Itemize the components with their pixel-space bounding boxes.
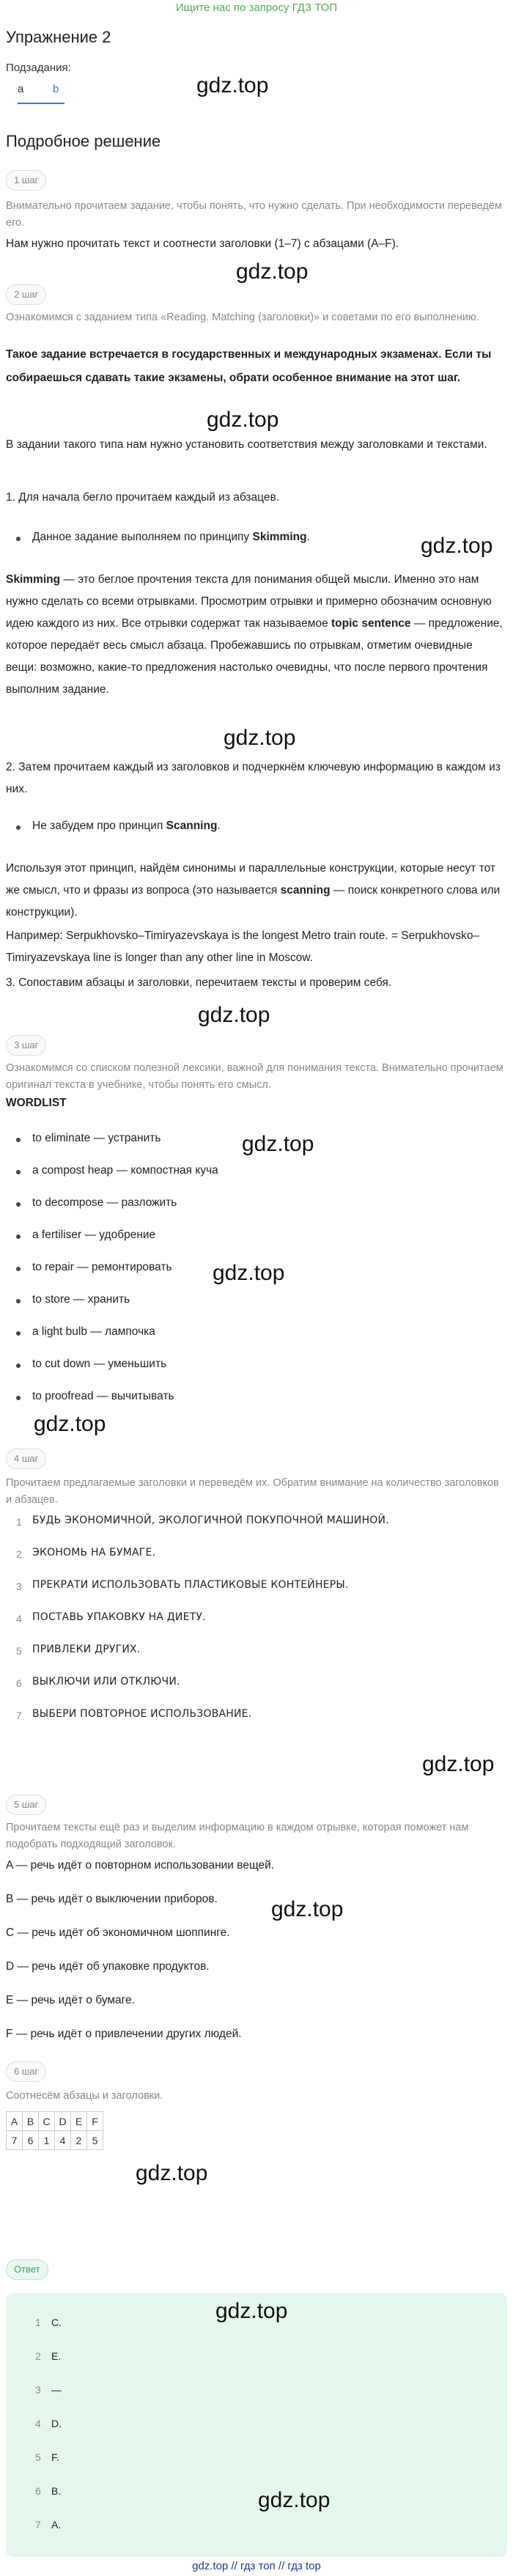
answer-value: D.	[51, 2418, 62, 2429]
step-badge-6: 6 шаг	[6, 2061, 46, 2082]
answer-value: —	[51, 2384, 62, 2396]
table-cell: 5	[87, 2131, 103, 2150]
table-head-cell: B	[23, 2112, 39, 2131]
scanning-explanation: Используя этот принцип, найдём синонимы и параллельные конструкции, которые несут тот же смысл, что и фразы из вопроса (это называется scanning — поиск конкретного слова или конструкции).	[6, 862, 501, 919]
bullet-dot	[16, 1364, 21, 1368]
table-head-cell: F	[87, 2112, 103, 2131]
step2-example: Например: Serpukhovsko–Timiryazevskaya is the longest Metro train route. = Serpukhovsko–Timiryazevskaya line is longer than any other line in Moscow.	[6, 930, 480, 964]
answer-value: C.	[51, 2316, 62, 2328]
step-badge-1: 1 шаг	[6, 170, 46, 191]
answer-table-wrapper	[6, 2111, 103, 2150]
answer-value: E.	[51, 2350, 62, 2362]
watermark: gdz.top	[421, 534, 493, 558]
watermark: gdz.top	[422, 1752, 495, 1776]
table-head-cell: C	[39, 2112, 55, 2131]
subtab-active-indicator	[18, 103, 64, 104]
bullet-dot	[16, 1202, 21, 1207]
watermark: gdz.top	[271, 1897, 344, 1921]
answer-box	[6, 2293, 507, 2557]
watermark: gdz.top	[207, 408, 279, 432]
step-badge-4: 4 шаг	[6, 1449, 46, 1469]
step2-p2: 1. Для начала бегло прочитаем каждый из абзацев.	[6, 491, 279, 504]
step2-p3: 2. Затем прочитаем каждый из заголовков и подчеркнём ключевую информацию в каждом из них.	[6, 761, 501, 795]
table-cell: 6	[23, 2131, 39, 2150]
step3-hint: Ознакомимся со списком полезной лексики, важной для понимания текста. Внимательно прочитаем оригинал текста в учебнике, чтобы понять его смысл.	[6, 1062, 503, 1091]
word-item: a light bulb — лампочка	[32, 1325, 155, 1338]
bullet-dot	[16, 1234, 21, 1239]
heading-text: ПРЕКРАТИ ИСПОЛЬЗОВАТЬ ПЛАСТИКОВЫЕ КОНТЕЙНЕРЫ.	[32, 1579, 349, 1591]
wordlist-title: WORDLIST	[6, 1097, 67, 1109]
paragraph-note: D — речь идёт об упаковке продуктов.	[6, 1960, 210, 1973]
paragraph-note: B — речь идёт о выключении приборов.	[6, 1893, 218, 1905]
table-cell: 7	[7, 2131, 23, 2150]
watermark: gdz.top	[213, 1261, 285, 1285]
answer-number: 2	[35, 2350, 41, 2362]
heading-number: 4	[16, 1613, 22, 1624]
answer-number: 7	[35, 2519, 41, 2531]
subtab-a[interactable]: a	[18, 83, 24, 95]
paragraph-note: E — речь идёт о бумаге.	[6, 1994, 135, 2006]
subtasks-label: Подзадания:	[6, 62, 71, 74]
step1-text: Нам нужно прочитать текст и соотнести заголовки (1–7) с абзацами (A–F).	[6, 238, 399, 250]
table-cell: 4	[55, 2131, 71, 2150]
word-item: to proofread — вычитывать	[32, 1390, 174, 1402]
answer-badge: Ответ	[6, 2259, 48, 2280]
watermark: gdz.top	[198, 1003, 270, 1027]
bullet-dot	[16, 1170, 21, 1174]
step1-hint: Внимательно прочитаем задание, чтобы понять, что нужно сделать. При необходимости переведём его.	[6, 200, 502, 229]
heading-text: БУДЬ ЭКОНОМИЧНОЙ, ЭКОЛОГИЧНОЙ ПОКУПОЧНОЙ МАШИНОЙ.	[32, 1515, 389, 1526]
word-item: to cut down — уменьшить	[32, 1358, 167, 1370]
step6-hint: Соотнесём абзацы и заголовки.	[6, 2090, 163, 2102]
step-badge-3: 3 шаг	[6, 1035, 46, 1056]
table-cell: 2	[71, 2131, 87, 2150]
watermark: gdz.top	[236, 260, 309, 284]
table-head-cell: E	[71, 2112, 87, 2131]
skimming-explanation: Skimming — это беглое прочтения текста для понимания общей мысли. Именно это нам нужно сделать со всеми отрывками. Просмотрим отрывки и примерно обозначим основную идею каждого из них. Все отрывки содержат так называемое topic sentence — предложение, которое передаёт весь смысл абзаца. Пробежавшись по отрывкам, отметим очевидные вещи: возможно, какие-то предложения настолько очевидны, что после первого прочтения выполним задание.	[6, 573, 503, 696]
answer-number: 3	[35, 2384, 41, 2396]
step2-p4: 3. Сопоставим абзацы и заголовки, перечитаем тексты и проверим себя.	[6, 976, 392, 989]
answer-value: F.	[51, 2451, 59, 2463]
step4-hint: Прочитаем предлагаемые заголовки и переведём их. Обратим внимание на количество заголовков и абзацев.	[6, 1477, 499, 1506]
heading-number: 6	[16, 1677, 22, 1689]
word-item: to store — хранить	[32, 1293, 130, 1306]
heading-number: 5	[16, 1645, 22, 1657]
heading-text: ЭКОНОМЬ НА БУМАГЕ.	[32, 1547, 156, 1559]
heading-number: 2	[16, 1548, 22, 1560]
word-item: to repair — ремонтировать	[32, 1261, 172, 1273]
footer-links[interactable]: gdz.top // гдз топ // гдз top	[192, 2560, 321, 2572]
answer-number: 1	[35, 2316, 41, 2328]
watermark: gdz.top	[215, 2299, 288, 2323]
watermark: gdz.top	[136, 2161, 208, 2185]
heading-text: ВЫБЕРИ ПОВТОРНОЕ ИСПОЛЬЗОВАНИЕ.	[32, 1708, 252, 1720]
bullet-dot	[16, 1331, 21, 1336]
watermark: gdz.top	[34, 1412, 106, 1436]
heading-text: ПРИВЛЕКИ ДРУГИХ.	[32, 1644, 141, 1655]
step2-important: Такое задание встречается в государственных и международных экзаменах. Если ты собираешься сдавать такие экзамены, обрати особенное внимание на этот шаг.	[6, 348, 492, 384]
bullet-dot	[16, 1299, 21, 1303]
paragraph-note: C — речь идёт об экономичном шоппинге.	[6, 1927, 230, 1939]
word-item: a compost heap — компостная куча	[32, 1164, 218, 1177]
watermark: gdz.top	[242, 1132, 314, 1156]
step2-hint: Ознакомимся с заданием типа «Reading. Matching (заголовки)» и советами по его выполнению.	[6, 312, 479, 323]
answer-value: A.	[51, 2519, 62, 2531]
skimming-bullet: Данное задание выполняем по принципу Skimming.	[32, 531, 310, 543]
bullet-dot	[16, 1396, 21, 1400]
step-badge-2: 2 шаг	[6, 284, 46, 305]
step-badge-5: 5 шаг	[6, 1795, 46, 1815]
answer-table	[6, 2111, 103, 2150]
answer-number: 4	[35, 2418, 41, 2429]
word-item: to eliminate — устранить	[32, 1132, 161, 1144]
watermark: gdz.top	[224, 726, 296, 750]
paragraph-note: A — речь идёт о повторном использовании вещей.	[6, 1859, 275, 1872]
watermark: gdz.top	[258, 2488, 331, 2512]
step5-hint: Прочитаем тексты ещё раз и выделим информацию в каждом отрывке, которая поможет нам подобрать подходящий заголовок.	[6, 1822, 469, 1850]
table-head-cell: A	[7, 2112, 23, 2131]
top-banner[interactable]: Ищите нас по запросу ГДЗ ТОП	[175, 1, 338, 14]
word-item: a fertiliser — удобрение	[32, 1229, 156, 1241]
bullet-dot	[16, 825, 21, 830]
answer-value: B.	[51, 2485, 62, 2497]
answer-number: 5	[35, 2451, 41, 2463]
paragraph-note: F — речь идёт о привлечении других людей.	[6, 2028, 242, 2040]
watermark: gdz.top	[196, 73, 269, 97]
solution-title: Подробное решение	[6, 132, 161, 150]
heading-number: 7	[16, 1710, 22, 1721]
answer-number: 6	[35, 2485, 41, 2497]
word-item: to decompose — разложить	[32, 1196, 177, 1209]
table-head-cell: D	[55, 2112, 71, 2131]
heading-text: ПОСТАВЬ УПАКОВКУ НА ДИЕТУ.	[32, 1611, 206, 1623]
heading-number: 1	[16, 1516, 22, 1528]
subtab-b[interactable]: b	[53, 83, 59, 95]
heading-text: ВЫКЛЮЧИ ИЛИ ОТКЛЮЧИ.	[32, 1676, 180, 1688]
bullet-dot	[16, 1267, 21, 1271]
bullet-dot	[16, 537, 21, 541]
bullet-dot	[16, 1138, 21, 1142]
scanning-bullet: Не забудем про принцип Scanning.	[32, 820, 221, 832]
table-cell: 1	[39, 2131, 55, 2150]
heading-number: 3	[16, 1580, 22, 1592]
step2-p1: В задании такого типа нам нужно установить соответствия между заголовками и текстами.	[6, 438, 487, 451]
page-title: Упражнение 2	[6, 28, 111, 46]
